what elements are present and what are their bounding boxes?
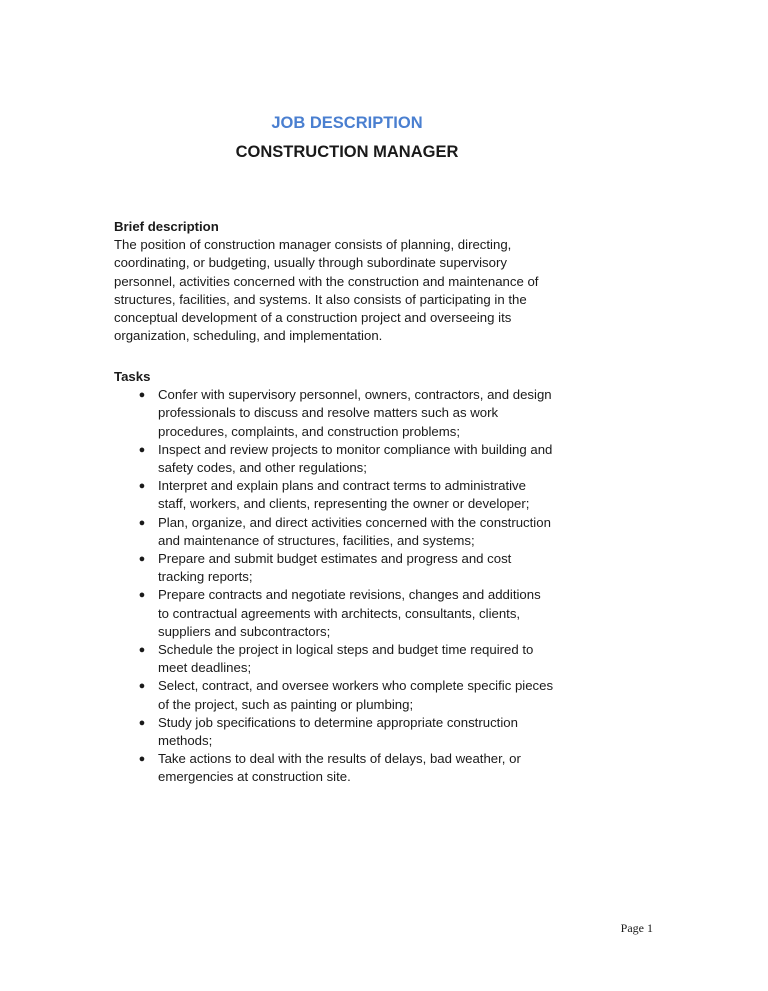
brief-description-body: The position of construction manager consists of planning, directing, coordinating, or budgeting, usually through subordinate supervisory personnel, activities concerned with the construction and maintenance of structures, facilities, and systems. It also consists of participating in the conceptual development of a construction project and overseeing its organization, scheduling, and implementation.	[114, 237, 539, 344]
task-item	[114, 441, 554, 477]
tasks-section	[114, 368, 554, 787]
job-title-heading: CONSTRUCTION MANAGER	[235, 143, 459, 161]
bullet-icon: ●	[138, 589, 146, 602]
task-text: Prepare contracts and negotiate revisions, changes and additions to contractual agreements with architects, consultants, clients, suppliers and subcontractors;	[158, 587, 541, 639]
bullet-icon: ●	[138, 644, 146, 657]
task-item	[114, 714, 554, 750]
bullet-icon: ●	[138, 553, 146, 566]
task-text: Select, contract, and oversee workers who complete specific pieces of the project, such as painting or plumbing;	[158, 678, 554, 712]
bullet-icon: ●	[138, 680, 146, 693]
task-text: Inspect and review projects to monitor compliance with building and safety codes, and other regulations;	[158, 441, 553, 476]
bullet-icon: ●	[138, 389, 146, 402]
bullet-icon: ●	[138, 443, 146, 456]
task-item	[114, 750, 554, 786]
bullet-icon: ●	[138, 753, 146, 766]
page-number: Page 1	[620, 921, 653, 935]
task-item	[114, 641, 554, 677]
bullet-icon: ●	[138, 716, 146, 729]
task-text: Study job specifications to determine appropriate construction methods;	[158, 714, 518, 749]
task-text: Prepare and submit budget estimates and progress and cost tracking reports;	[158, 551, 512, 585]
task-item	[114, 386, 554, 441]
task-text: Schedule the project in logical steps and budget time required to meet deadlines;	[158, 642, 534, 676]
task-item	[114, 514, 554, 550]
task-list	[114, 386, 554, 786]
tasks-title: Tasks	[114, 369, 151, 384]
task-item	[114, 550, 554, 586]
task-text: Take actions to deal with the results of delays, bad weather, or emergencies at construction site.	[158, 751, 521, 785]
bullet-icon: ●	[138, 480, 146, 493]
task-item	[114, 477, 554, 513]
task-item	[114, 677, 554, 713]
bullet-icon: ●	[138, 516, 146, 529]
task-text: Plan, organize, and direct activities concerned with the construction and maintenance of structures, facilities, and systems;	[158, 514, 551, 548]
brief-description-section	[114, 218, 554, 345]
task-text: Confer with supervisory personnel, owners, contractors, and design professionals to discuss and resolve matters such as work procedures, complaints, and construction problems;	[158, 387, 552, 439]
brief-description-title: Brief description	[114, 219, 219, 234]
task-item	[114, 586, 554, 641]
document-type-heading: JOB DESCRIPTION	[271, 114, 423, 132]
task-text: Interpret and explain plans and contract terms to administrative staff, workers, and clients, representing the owner or developer;	[158, 478, 530, 512]
